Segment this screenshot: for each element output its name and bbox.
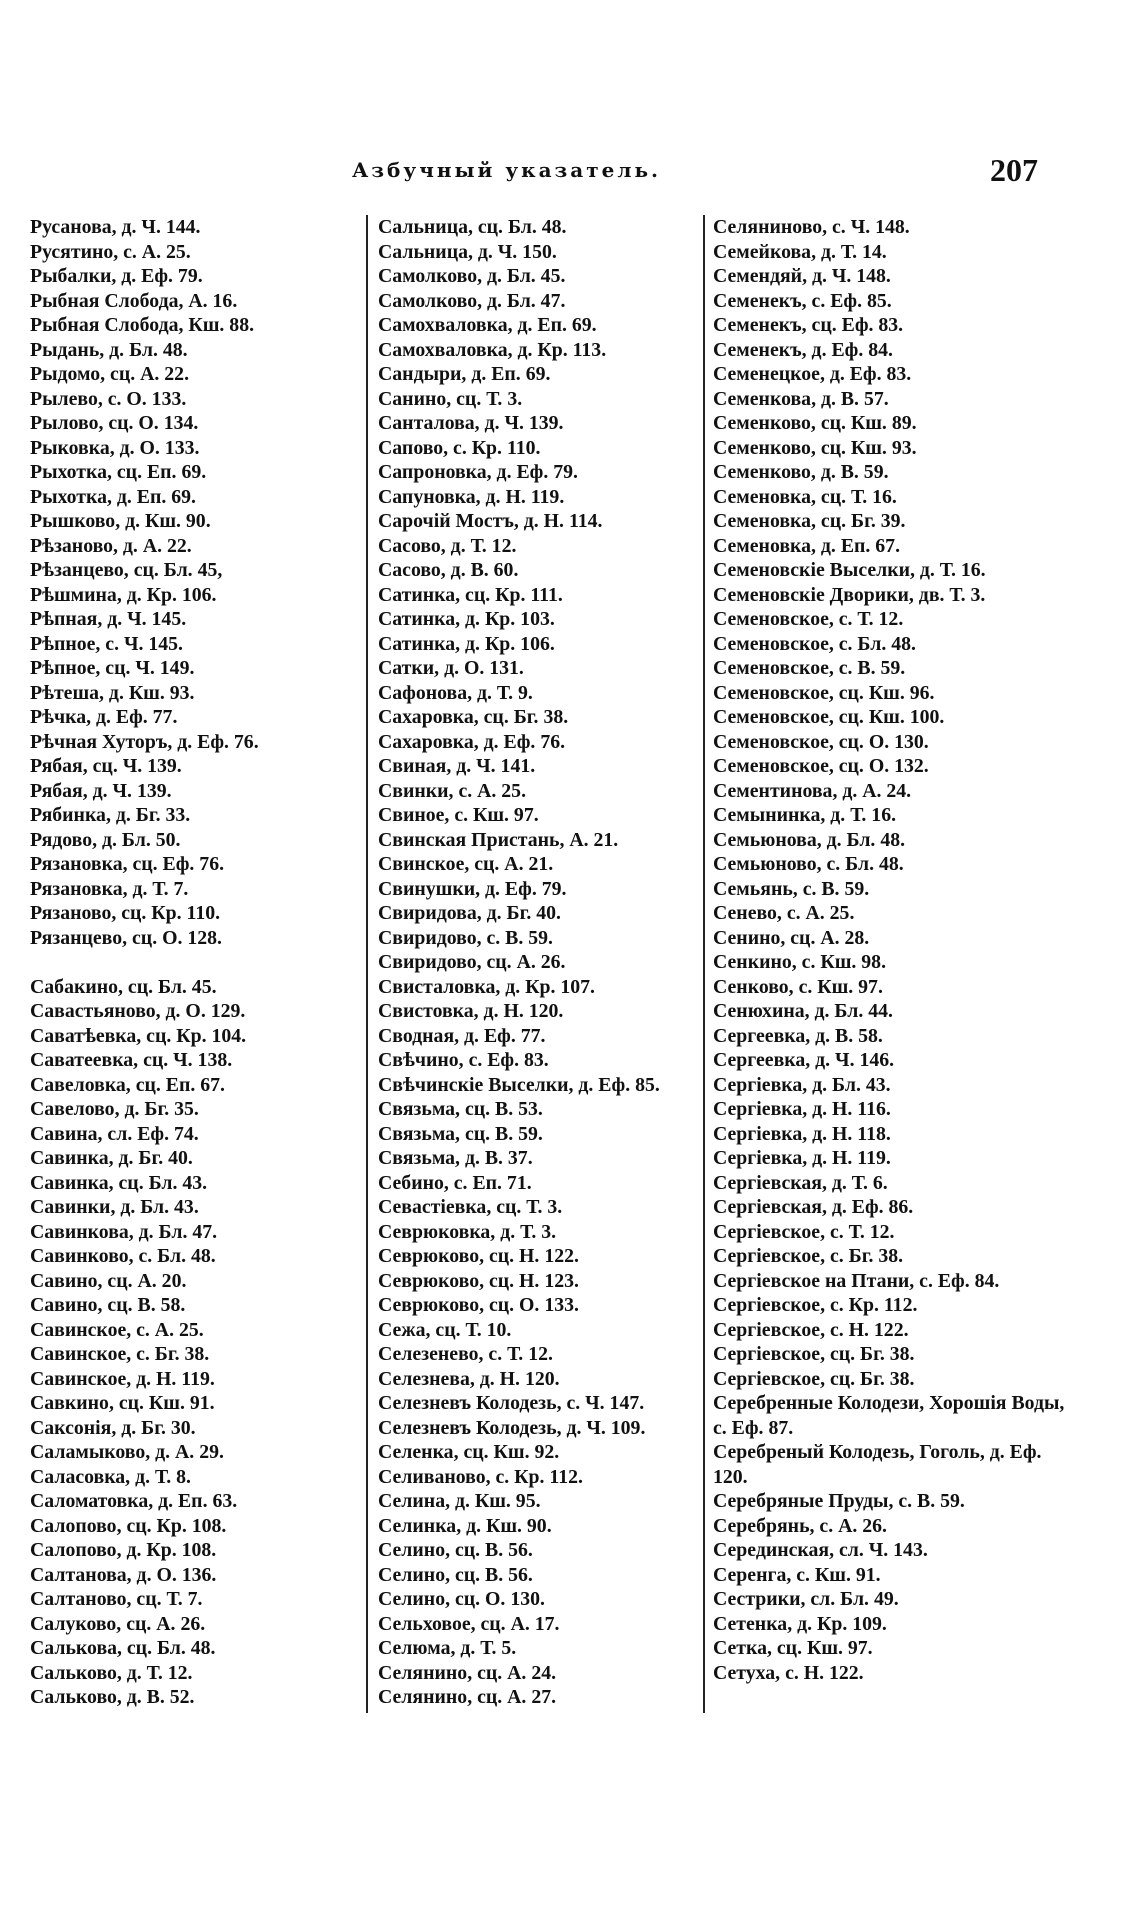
index-entry: Себино, с. Еп. 71. bbox=[378, 1171, 532, 1194]
index-entry: Сатки, д. О. 131. bbox=[378, 657, 524, 679]
index-entry: Русятино, с. А. 25. bbox=[30, 240, 191, 263]
index-entry: Селянино, сц. А. 27. bbox=[378, 1686, 557, 1708]
index-entry: Рязановка, сц. Еф. 76. bbox=[30, 853, 225, 875]
section-gap bbox=[30, 950, 355, 975]
index-entry: Савинки, д. Бл. 43. bbox=[30, 1196, 199, 1218]
index-entry: Семынинка, д. Т. 16. bbox=[713, 804, 897, 826]
index-entry: Семендяй, д. Ч. 148. bbox=[713, 265, 891, 287]
running-title: Азбучный указатель. bbox=[352, 158, 662, 182]
index-entry: Сергіевка, д. Бл. 43. bbox=[713, 1073, 891, 1096]
index-entry: Семьюнова, д. Бл. 48. bbox=[713, 828, 906, 851]
index-entry: Саласовка, д. Т. 8. bbox=[30, 1465, 191, 1488]
index-entry: Сергіевское, сц. Бг. 38. bbox=[713, 1367, 915, 1390]
index-entry: Савино, сц. В. 58. bbox=[30, 1294, 186, 1316]
index-entry: Санталова, д. Ч. 139. bbox=[378, 412, 564, 434]
index-entry: Свѣчино, с. Еф. 83. bbox=[378, 1049, 549, 1071]
index-entry: Саломатовка, д. Еп. 63. bbox=[30, 1490, 238, 1512]
index-entry: Серебрянь, с. А. 26. bbox=[713, 1514, 888, 1537]
index-entry: Рыдань, д. Бл. 48. bbox=[30, 338, 188, 361]
index-entry: Савинково, с. Бл. 48. bbox=[30, 1245, 216, 1267]
index-entry: Сергіевская, д. Т. 6. bbox=[713, 1171, 888, 1194]
index-entry: Рыбная Слобода, Кш. 88. bbox=[30, 314, 255, 336]
index-entry: Сахаровка, д. Еф. 76. bbox=[378, 730, 566, 753]
index-entry: Сальница, д. Ч. 150. bbox=[378, 240, 557, 263]
index-entry: Савинка, д. Бг. 40. bbox=[30, 1147, 193, 1169]
index-entry: Сестрики, сл. Бл. 49. bbox=[713, 1588, 899, 1610]
index-entry: Савелово, д. Бг. 35. bbox=[30, 1098, 199, 1120]
index-entry: Сальница, сц. Бл. 48. bbox=[378, 216, 567, 238]
index-entry: Рябая, д. Ч. 139. bbox=[30, 779, 172, 802]
index-entry: Семеновскіе Выселки, д. Т. 16. bbox=[713, 559, 986, 581]
index-entry: Рябинка, д. Бг. 33. bbox=[30, 804, 191, 826]
page-number: 207 bbox=[990, 152, 1038, 188]
index-entry: Рѣпное, сц. Ч. 149. bbox=[30, 657, 195, 679]
index-entry: Рязановка, д. Т. 7. bbox=[30, 877, 189, 900]
index-entry: Саксонія, д. Бг. 30. bbox=[30, 1416, 196, 1439]
index-entry: Семеновскіе Дворики, дв. Т. 3. bbox=[713, 583, 986, 606]
index-entry: Сапово, с. Кр. 110. bbox=[378, 436, 541, 459]
index-entry: Сенково, с. Кш. 97. bbox=[713, 975, 883, 998]
index-entry: Семеновское, сц. О. 130. bbox=[713, 730, 929, 753]
index-entry: Свиная, д. Ч. 141. bbox=[378, 755, 536, 777]
index-entry: Савинка, сц. Бл. 43. bbox=[30, 1171, 208, 1194]
index-entry: Савино, сц. А. 20. bbox=[30, 1269, 187, 1292]
index-entry: Сафонова, д. Т. 9. bbox=[378, 681, 533, 704]
index-entry: Семеновка, сц. Бг. 39. bbox=[713, 510, 906, 532]
index-entry: Сергіевское, с. Н. 122. bbox=[713, 1318, 909, 1341]
index-entry: Сетка, сц. Кш. 97. bbox=[713, 1637, 873, 1659]
index-entry: Сергіевская, д. Еф. 86. bbox=[713, 1196, 914, 1218]
index-entry: Семеновское, сц. О. 132. bbox=[713, 755, 929, 777]
index-entry: Селинка, д. Кш. 90. bbox=[378, 1514, 552, 1537]
index-entry: Русанова, д. Ч. 144. bbox=[30, 216, 201, 238]
index-entry: Семьянь, с. В. 59. bbox=[713, 877, 870, 900]
index-entry: Рязаново, сц. Кр. 110. bbox=[30, 902, 221, 924]
index-entry: Сетенка, д. Кр. 109. bbox=[713, 1612, 887, 1635]
index-entry: Сатинка, д. Кр. 103. bbox=[378, 608, 555, 630]
index-entry: Рыбная Слобода, А. 16. bbox=[30, 289, 238, 312]
index-entry: Сасово, д. В. 60. bbox=[378, 559, 519, 581]
index-entry: Рядово, д. Бл. 50. bbox=[30, 828, 181, 851]
index-entry: Сергіевское, с. Кр. 112. bbox=[713, 1294, 918, 1316]
index-entry: Сенево, с. А. 25. bbox=[713, 902, 855, 924]
index-entry: Семеновское, сц. Кш. 96. bbox=[713, 681, 935, 704]
index-entry: Свиное, с. Кш. 97. bbox=[378, 804, 539, 826]
index-entry: Селино, сц. О. 130. bbox=[378, 1588, 545, 1610]
index-entry: Селина, д. Кш. 95. bbox=[378, 1490, 541, 1512]
index-entry: Рышково, д. Кш. 90. bbox=[30, 510, 211, 532]
index-entry: Сенино, сц. А. 28. bbox=[713, 926, 870, 949]
index-entry: Селезневъ Колодезь, с. Ч. 147. bbox=[378, 1392, 645, 1414]
index-entry: Селезневъ Колодезь, д. Ч. 109. bbox=[378, 1416, 646, 1439]
index-entry: Рылево, с. О. 133. bbox=[30, 387, 187, 410]
index-entry: Рылово, сц. О. 134. bbox=[30, 412, 199, 434]
index-entry: Сергіевка, д. Н. 119. bbox=[713, 1147, 891, 1169]
index-entry: Сергіевка, д. Н. 118. bbox=[713, 1122, 891, 1145]
index-entry: Сандыри, д. Еп. 69. bbox=[378, 363, 551, 385]
index-entry: Рябая, сц. Ч. 139. bbox=[30, 755, 182, 777]
index-entry: Семенекъ, сц. Еф. 83. bbox=[713, 314, 904, 336]
index-entry: Севрюково, сц. Н. 123. bbox=[378, 1269, 579, 1292]
index-entry: Санино, сц. Т. 3. bbox=[378, 387, 523, 410]
index-entry: Сабакино, сц. Бл. 45. bbox=[30, 975, 217, 998]
index-entry: Самохваловка, д. Кр. 113. bbox=[378, 338, 607, 361]
index-entry: Связьма, сц. В. 53. bbox=[378, 1098, 543, 1120]
index-entry: Самохваловка, д. Еп. 69. bbox=[378, 314, 597, 336]
index-entry: Сапуновка, д. Н. 119. bbox=[378, 485, 565, 508]
index-entry: Сальково, д. В. 52. bbox=[30, 1686, 195, 1708]
index-entry: Саламыково, д. А. 29. bbox=[30, 1441, 224, 1463]
index-entry: Сатинка, д. Кр. 106. bbox=[378, 632, 555, 655]
index-entry: Семенкова, д. В. 57. bbox=[713, 387, 889, 410]
index-entry: Саватѣевка, сц. Кр. 104. bbox=[30, 1024, 247, 1047]
index-entry: Севрюковка, д. Т. 3. bbox=[378, 1220, 557, 1243]
index-entry: Селезнева, д. Н. 120. bbox=[378, 1367, 560, 1390]
index-entry: Селино, сц. В. 56. bbox=[378, 1539, 533, 1561]
index-entry: Салуково, сц. А. 26. bbox=[30, 1612, 206, 1635]
index-entry: Рѣчная Хуторъ, д. Еф. 76. bbox=[30, 730, 259, 753]
index-entry: Рязанцево, сц. О. 128. bbox=[30, 926, 222, 949]
index-entry: Рѣтеша, д. Кш. 93. bbox=[30, 681, 195, 704]
index-entry: Савастьяново, д. О. 129. bbox=[30, 1000, 246, 1022]
index-entry: Семенецкое, д. Еф. 83. bbox=[713, 363, 912, 385]
index-entry: Серебреный Колодезь, Гоголь, д. Еф. 120. bbox=[713, 1441, 1042, 1488]
index-entry: Селезенево, с. Т. 12. bbox=[378, 1343, 553, 1365]
index-entry: Серебренные Колодези, Хорошія Воды, с. Еф. 87. bbox=[713, 1392, 1065, 1439]
index-entry: Селенка, сц. Кш. 92. bbox=[378, 1441, 560, 1463]
index-entry: Сатинка, сц. Кр. 111. bbox=[378, 583, 563, 606]
index-entry: Рыхотка, сц. Еп. 69. bbox=[30, 461, 207, 483]
index-entry: Салькова, сц. Бл. 48. bbox=[30, 1637, 216, 1659]
index-entry: Селюма, д. Т. 5. bbox=[378, 1637, 517, 1659]
index-entry: Сергіевское, сц. Бг. 38. bbox=[713, 1343, 915, 1365]
index-entry: Семеновское, с. Бл. 48. bbox=[713, 632, 916, 655]
index-entry: Семенково, сц. Кш. 89. bbox=[713, 412, 917, 434]
index-entry: Сапроновка, д. Еф. 79. bbox=[378, 461, 578, 483]
index-entry: Свинушки, д. Еф. 79. bbox=[378, 877, 567, 900]
index-entry: Рѣчка, д. Еф. 77. bbox=[30, 706, 178, 728]
index-entry: Свиридово, сц. А. 26. bbox=[378, 951, 566, 973]
index-entry: Рѣпное, с. Ч. 145. bbox=[30, 632, 184, 655]
index-column-2 bbox=[378, 215, 700, 1710]
index-entry: Свинское, сц. А. 21. bbox=[378, 853, 554, 875]
index-entry: Саватеевка, сц. Ч. 138. bbox=[30, 1049, 233, 1071]
index-entry: Савинское, д. Н. 119. bbox=[30, 1367, 215, 1390]
index-entry: Салопово, д. Кр. 108. bbox=[30, 1539, 217, 1561]
index-entry: Савинское, с. А. 25. bbox=[30, 1318, 204, 1341]
page-header bbox=[0, 152, 1140, 196]
index-entry: Савкино, сц. Кш. 91. bbox=[30, 1392, 215, 1414]
index-entry: Свиридова, д. Бг. 40. bbox=[378, 902, 561, 924]
index-column-3 bbox=[713, 215, 1073, 1685]
column-divider bbox=[703, 215, 705, 1713]
index-entry: Сергіевское, с. Бг. 38. bbox=[713, 1245, 904, 1267]
index-entry: Салопово, сц. Кр. 108. bbox=[30, 1514, 227, 1537]
index-entry: Свисталовка, д. Кр. 107. bbox=[378, 975, 595, 998]
index-entry: Серенга, с. Кш. 91. bbox=[713, 1563, 881, 1586]
index-entry: Савинское, с. Бг. 38. bbox=[30, 1343, 210, 1365]
index-entry: Сетуха, с. Н. 122. bbox=[713, 1661, 864, 1684]
index-entry: Савина, сл. Еф. 74. bbox=[30, 1122, 199, 1145]
index-entry: Семеновка, д. Еп. 67. bbox=[713, 534, 901, 557]
index-entry: Севрюково, сц. Н. 122. bbox=[378, 1245, 579, 1267]
index-entry: Семьюново, с. Бл. 48. bbox=[713, 853, 904, 875]
index-entry: Сергіевка, д. Н. 116. bbox=[713, 1098, 891, 1120]
index-entry: Свинки, с. А. 25. bbox=[378, 779, 527, 802]
index-entry: Семенково, сц. Кш. 93. bbox=[713, 436, 917, 459]
index-entry: Рыдомо, сц. А. 22. bbox=[30, 363, 190, 385]
index-entry: Самолково, д. Бл. 47. bbox=[378, 289, 566, 312]
index-entry: Сежа, сц. Т. 10. bbox=[378, 1318, 512, 1341]
index-entry: Савинкова, д. Бл. 47. bbox=[30, 1220, 218, 1243]
index-entry: Рыбалки, д. Еф. 79. bbox=[30, 265, 203, 287]
index-entry: Рыхотка, д. Еп. 69. bbox=[30, 485, 196, 508]
index-entry: Семенекъ, с. Еф. 85. bbox=[713, 289, 892, 312]
index-entry: Свинская Пристань, А. 21. bbox=[378, 828, 619, 851]
index-entry: Сахаровка, сц. Бг. 38. bbox=[378, 706, 569, 728]
index-entry: Свистовка, д. Н. 120. bbox=[378, 1000, 564, 1022]
index-entry: Сарочій Мостъ, д. Н. 114. bbox=[378, 510, 603, 532]
index-entry: Сводная, д. Еф. 77. bbox=[378, 1024, 546, 1047]
index-entry: Связьма, сц. В. 59. bbox=[378, 1122, 543, 1145]
index-entry: Рѣшмина, д. Кр. 106. bbox=[30, 583, 217, 606]
index-entry: Семеновское, с. Т. 12. bbox=[713, 608, 904, 630]
index-entry: Семенково, д. В. 59. bbox=[713, 461, 889, 483]
index-entry: Серединская, сл. Ч. 143. bbox=[713, 1539, 928, 1561]
index-entry: Самолково, д. Бл. 45. bbox=[378, 265, 566, 287]
index-entry: Сальково, д. Т. 12. bbox=[30, 1661, 193, 1684]
index-entry: Рѣпная, д. Ч. 145. bbox=[30, 608, 187, 630]
index-entry: Сенкино, с. Кш. 98. bbox=[713, 951, 887, 973]
index-entry: Селянино, сц. А. 24. bbox=[378, 1661, 557, 1684]
index-entry: Сельховое, сц. А. 17. bbox=[378, 1612, 560, 1635]
index-entry: Сасово, д. Т. 12. bbox=[378, 534, 517, 557]
index-entry: Севрюково, сц. О. 133. bbox=[378, 1294, 579, 1316]
index-entry: Семеновское, с. В. 59. bbox=[713, 657, 906, 679]
index-entry: Савеловка, сц. Еп. 67. bbox=[30, 1073, 225, 1096]
index-entry: Салтанова, д. О. 136. bbox=[30, 1563, 217, 1586]
index-entry: Сергіевское, с. Т. 12. bbox=[713, 1220, 895, 1243]
index-entry: Салтаново, сц. Т. 7. bbox=[30, 1588, 203, 1610]
index-entry: Селиваново, с. Кр. 112. bbox=[378, 1465, 583, 1488]
index-column-1 bbox=[30, 215, 355, 1710]
index-entry: Сергіевское на Птани, с. Еф. 84. bbox=[713, 1269, 1000, 1292]
index-entry: Севастіевка, сц. Т. 3. bbox=[378, 1196, 563, 1218]
index-entry: Селяниново, с. Ч. 148. bbox=[713, 216, 910, 238]
index-entry: Семенекъ, д. Еф. 84. bbox=[713, 338, 893, 361]
index-entry: Рѣзаново, д. А. 22. bbox=[30, 534, 192, 557]
index-entry: Рѣзанцево, сц. Бл. 45, bbox=[30, 559, 223, 581]
index-entry: Сергеевка, д. Ч. 146. bbox=[713, 1049, 895, 1071]
index-entry: Свиридово, с. В. 59. bbox=[378, 926, 553, 949]
index-entry: Сергеевка, д. В. 58. bbox=[713, 1024, 883, 1047]
index-entry: Семейкова, д. Т. 14. bbox=[713, 240, 887, 263]
index-entry: Семеновка, сц. Т. 16. bbox=[713, 485, 897, 508]
index-entry: Свѣчинскіе Выселки, д. Еф. 85. bbox=[378, 1073, 660, 1096]
column-divider bbox=[366, 215, 368, 1713]
index-entry: Серебряные Пруды, с. В. 59. bbox=[713, 1490, 965, 1512]
index-entry: Селино, сц. В. 56. bbox=[378, 1563, 533, 1586]
index-entry: Семеновское, сц. Кш. 100. bbox=[713, 706, 945, 728]
index-entry: Рыковка, д. О. 133. bbox=[30, 436, 200, 459]
index-entry: Сенюхина, д. Бл. 44. bbox=[713, 1000, 893, 1022]
index-entry: Связьма, д. В. 37. bbox=[378, 1147, 533, 1169]
index-entry: Сементинова, д. А. 24. bbox=[713, 779, 912, 802]
